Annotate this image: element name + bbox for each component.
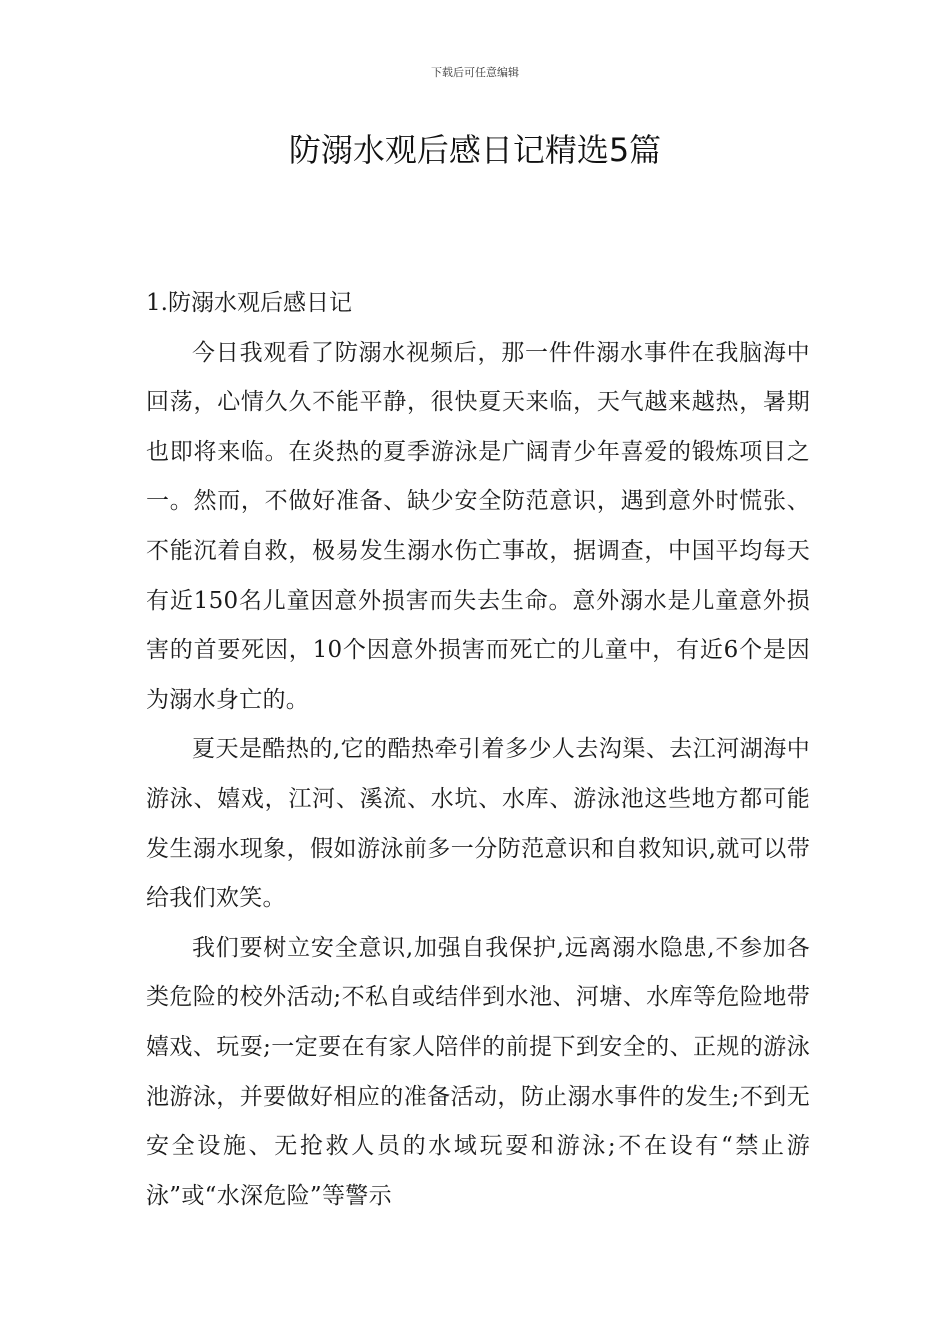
document-body bbox=[146, 279, 810, 1221]
page-header-note: 下载后可任意编辑 bbox=[431, 66, 519, 79]
paragraph-3: 我们要树立安全意识,加强自我保护,远离溺水隐患,不参加各类危险的校外活动;不私自或结伴到水池、河塘、水库等危险地带嬉戏、玩耍;一定要在有家人陪伴的前提下到安全的、正规的游泳池游泳，并要做好相应的准备活动，防止溺水事件的发生;不到无安全设施、无抢救人员的水域玩耍和游泳;不在设有“禁止游泳”或“水深危险”等警示 bbox=[146, 934, 810, 1209]
paragraph-1: 今日我观看了防溺水视频后，那一件件溺水事件在我脑海中回荡，心情久久不能平静，很快夏天来临，天气越来越热，暑期也即将来临。在炎热的夏季游泳是广阔青少年喜爱的锻炼项目之一。然而，不做好准备、缺少安全防范意识，遇到意外时慌张、不能沉着自救，极易发生溺水伤亡事故，据调查，中国平均每天有近150名儿童因意外损害而失去生命。意外溺水是儿童意外损害的首要死因，10个因意外损害而死亡的儿童中，有近6个是因为溺水身亡的。 bbox=[146, 339, 810, 713]
document-title: 防溺水观后感日记精选5篇 bbox=[288, 131, 662, 169]
paragraph-2: 夏天是酷热的,它的酷热牵引着多少人去沟渠、去江河湖海中游泳、嬉戏，江河、溪流、水坑、水库、游泳池这些地方都可能发生溺水现象，假如游泳前多一分防范意识和自救知识,就可以带给我们欢笑。 bbox=[146, 736, 810, 912]
section-heading: 1.防溺水观后感日记 bbox=[146, 290, 352, 316]
